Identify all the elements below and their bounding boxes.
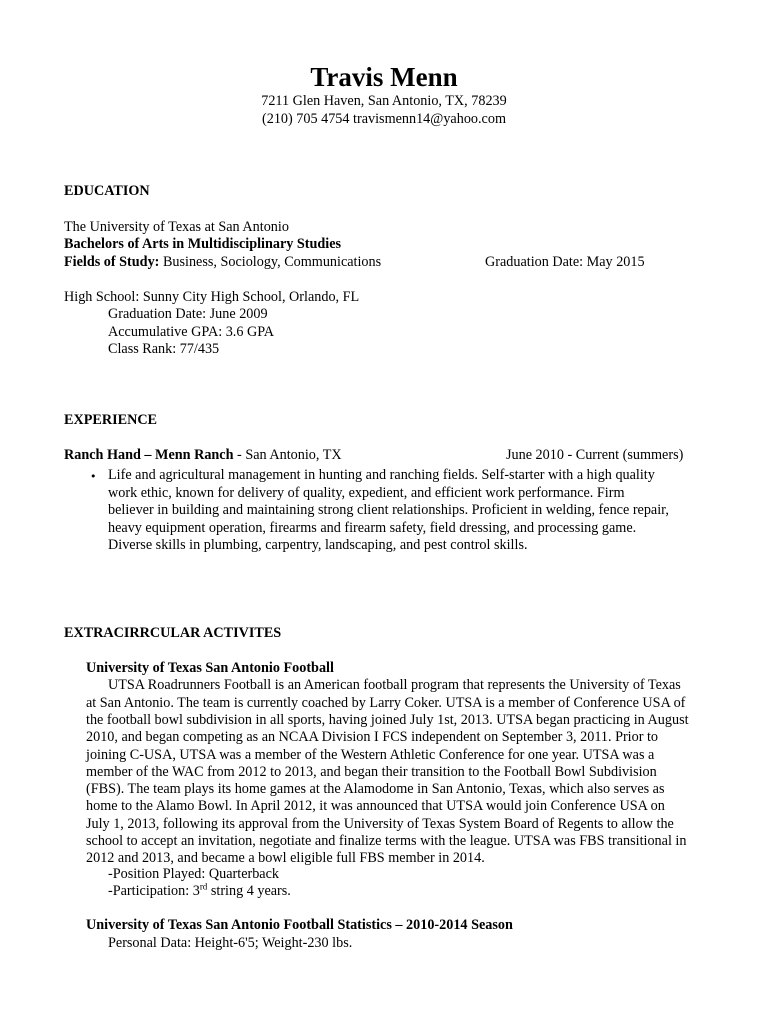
hs-graduation-date: Graduation Date: June 2009 <box>108 306 268 322</box>
fields-label: Fields of Study: <box>64 254 160 270</box>
participation-ordinal: rd <box>199 881 208 892</box>
fields-of-study <box>64 254 381 271</box>
football-line: school to accept an invitation, negotiate and finalize terms with the league. UTSA was FBS transitional in <box>86 833 687 849</box>
resume-name: Travis Menn <box>310 62 458 92</box>
degree: Bachelors of Arts in Multidisciplinary Studies <box>64 236 342 252</box>
football-line: (FBS). The team plays its home games at the Alamodome in San Antonio, Texas, which also serves as <box>86 781 665 797</box>
personal-data: Personal Data: Height-6'5; Weight-230 lbs. <box>108 935 353 951</box>
position-played: -Position Played: Quarterback <box>108 866 279 882</box>
football-line: joining C-USA, UTSA was a member of the Western Athletic Conference for one year. UTSA was a <box>86 747 655 763</box>
football-line: 2012 and 2013, and became a bowl eligible full FBS member in 2014. <box>86 850 485 866</box>
job-title: Ranch Hand – Menn Ranch <box>64 447 234 463</box>
fields-value: Business, Sociology, Communications <box>159 254 382 270</box>
bullet-line: Life and agricultural management in hunting and ranching fields. Self-starter with a high quality <box>108 467 655 483</box>
job-dates: June 2010 - Current (summers) <box>506 447 684 463</box>
stats-title: University of Texas San Antonio Football Statistics – 2010-2014 Season <box>86 917 513 933</box>
participation-prefix: -Participation: 3 <box>108 883 200 899</box>
job-location: - San Antonio, TX <box>233 447 342 463</box>
bullet-line: work ethic, known for delivery of quality, expedient, and efficient work performance. Firm <box>108 485 625 501</box>
bullet-line: believer in building and maintaining strong client relationships. Proficient in welding, fence repair, <box>108 502 669 518</box>
football-line: member of the WAC from 2012 to 2013, and began their transition to the Football Bowl Subdivision <box>86 764 657 780</box>
football-title: University of Texas San Antonio Football <box>86 660 334 676</box>
football-line: 2010, and began competing as an NCAA Division I FCS independent on September 3, 2011. Prior to <box>86 729 659 745</box>
address-line: 7211 Glen Haven, San Antonio, TX, 78239 <box>261 93 507 109</box>
participation-suffix: string 4 years. <box>207 883 291 899</box>
activities-heading: EXTRACIRRCULAR ACTIVITES <box>64 625 282 641</box>
high-school: High School: Sunny City High School, Orlando, FL <box>64 289 360 305</box>
football-line: July 1, 2013, following its approval from the University of Texas System Board of Regents to allow the <box>86 816 674 832</box>
education-heading: EDUCATION <box>64 183 150 199</box>
bullet-line: heavy equipment operation, firearms and firearm safety, field dressing, and processing game. <box>108 520 637 536</box>
contact-line: (210) 705 4754 travismenn14@yahoo.com <box>262 111 506 127</box>
bullet-line: Diverse skills in plumbing, carpentry, landscaping, and pest control skills. <box>108 537 528 553</box>
graduation-date: Graduation Date: May 2015 <box>485 254 645 270</box>
football-line: UTSA Roadrunners Football is an American football program that represents the University of Texas <box>108 677 681 693</box>
football-line: home to the Alamo Bowl. In April 2012, it was announced that UTSA would join Conference USA on <box>86 798 665 814</box>
class-rank: Class Rank: 77/435 <box>108 341 220 357</box>
job-entry <box>64 447 342 464</box>
university-name: The University of Texas at San Antonio <box>64 219 289 235</box>
participation <box>108 883 291 900</box>
gpa: Accumulative GPA: 3.6 GPA <box>108 324 275 340</box>
football-line: at San Antonio. The team is currently coached by Larry Coker. UTSA is a member of Conference USA of <box>86 695 686 711</box>
experience-heading: EXPERIENCE <box>64 412 158 428</box>
football-line: the football bowl subdivision in all sports, having joined July 1st, 2013. UTSA began practicing in August <box>86 712 689 728</box>
bullet-icon: • <box>90 470 97 483</box>
